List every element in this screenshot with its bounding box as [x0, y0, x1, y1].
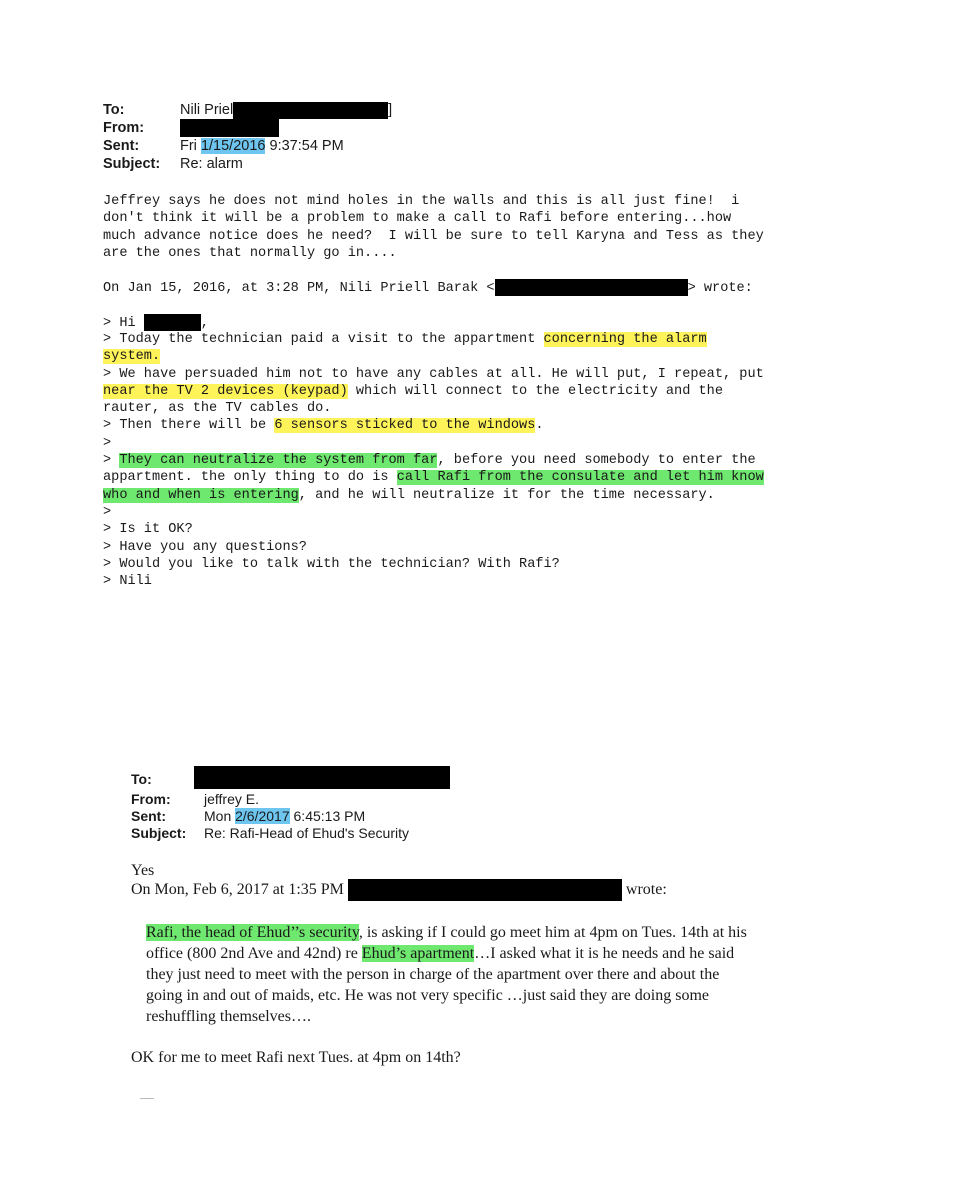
- redaction-bar: [233, 102, 388, 119]
- subject-value: Re: alarm: [180, 156, 243, 172]
- redaction-bar: [194, 766, 450, 789]
- quote-intro: On Jan 15, 2016, at 3:28 PM, Nili Priell Barak < > wrote:: [103, 279, 753, 296]
- to-label: To:: [131, 771, 152, 787]
- quote-line: > Have you any questions?: [103, 539, 307, 555]
- sent-row: [103, 137, 603, 155]
- subject-value: Re: Rafi-Head of Ehud's Security: [204, 825, 409, 841]
- highlight: concerning the alarm: [543, 331, 707, 347]
- quote-line: rauter, as the TV cables do.: [103, 401, 332, 417]
- reply-text: Yes: [131, 862, 155, 879]
- redaction-bar: [144, 314, 201, 331]
- quote-line: > Hi ,: [103, 314, 209, 331]
- message-body: [103, 193, 903, 273]
- email-2: [0, 760, 960, 1120]
- quote-line: > Nili: [103, 574, 152, 590]
- sent-label: Sent:: [131, 808, 166, 824]
- sent-day: Mon: [204, 808, 232, 824]
- quote-intro: On Mon, Feb 6, 2017 at 1:35 PM wrote:: [131, 879, 667, 900]
- to-label: To:: [103, 102, 125, 118]
- from-row: [103, 119, 603, 137]
- quote-line: > Is it OK?: [103, 522, 193, 538]
- to-bracket: ]: [388, 102, 393, 118]
- quote-line: office (800 2nd Ave and 42nd) re Ehud’s apartment…I asked what it is he needs and he said: [146, 945, 735, 962]
- redaction-bar: [495, 279, 688, 296]
- highlight: 6 sensors sticked to the windows: [274, 418, 536, 434]
- quote-line: >: [103, 435, 112, 451]
- message-body: [131, 860, 851, 1120]
- highlight: who and when is entering: [103, 487, 299, 503]
- highlight: They can neutralize the system from far: [119, 453, 438, 468]
- quote-line: > Then there will be 6 sensors sticked to the windows.: [103, 418, 544, 434]
- highlight: Rafi, the head of Ehud’’s security: [146, 924, 359, 941]
- highlight: near the TV 2 devices (keypad): [103, 383, 348, 399]
- redaction-bar: [348, 879, 622, 901]
- divider-mark: [140, 1098, 154, 1099]
- quote-line: > They can neutralize the system from far, before you need somebody to enter the: [103, 453, 756, 468]
- subject-row: [131, 824, 631, 842]
- quote-line: reshuffling themselves….: [146, 1008, 312, 1025]
- body-line: are the ones that normally go in....: [103, 245, 397, 261]
- body-line: don't think it will be a problem to make a call to Rafi before entering...how: [103, 211, 732, 227]
- quote-line: who and when is entering, and he will neutralize it for the time necessary.: [103, 487, 715, 503]
- highlight: Ehud’s apartment: [361, 945, 475, 962]
- quote-line: [103, 348, 160, 365]
- from-label: From:: [131, 791, 171, 807]
- sent-row: [131, 807, 631, 825]
- highlight: call Rafi from the consulate and let him know: [396, 470, 764, 486]
- sent-date: 2/6/2017: [235, 808, 290, 824]
- sent-day: Fri: [180, 138, 197, 154]
- quote-line: Rafi, the head of Ehud’’s security, is asking if I could go meet him at 4pm on Tues. 14th at his: [146, 924, 747, 941]
- quote-line: they just need to meet with the person in charge of the apartment over there and about the: [146, 966, 720, 983]
- quote-line: > Today the technician paid a visit to the appartment concerning the alarm: [103, 331, 707, 347]
- from-label: From:: [103, 120, 145, 136]
- from-value: jeffrey E.: [204, 791, 259, 807]
- subject-row: [103, 155, 603, 173]
- quote-line: going in and out of maids, etc. He was not very specific …just said they are doing some: [146, 987, 709, 1004]
- sent-time: 6:45:13 PM: [293, 808, 366, 824]
- sent-label: Sent:: [103, 138, 140, 154]
- body-line: much advance notice does he need? I will be sure to tell Karyna and Tess as they: [103, 228, 764, 244]
- quote-line: near the TV 2 devices (keypad) which will connect to the electricity and the: [103, 383, 723, 399]
- highlight: system.: [103, 349, 161, 365]
- quote-line: > Would you like to talk with the technician? With Rafi?: [103, 556, 560, 572]
- sent-date: 1/15/2016: [200, 138, 266, 154]
- sent-time: 9:37:54 PM: [269, 138, 344, 154]
- to-row: [131, 770, 631, 792]
- from-row: [131, 790, 631, 808]
- to-value: Nili Priel: [180, 102, 234, 118]
- subject-label: Subject:: [103, 156, 161, 172]
- redaction-bar: [180, 119, 279, 137]
- subject-label: Subject:: [131, 825, 187, 841]
- quote-line: >: [103, 504, 112, 520]
- closing-line: OK for me to meet Rafi next Tues. at 4pm on 14th?: [131, 1049, 461, 1066]
- to-row: [103, 101, 603, 119]
- quote-line: > We have persuaded him not to have any cables at all. He will put, I repeat, put: [103, 366, 764, 382]
- quote-line: appartment. the only thing to do is call Rafi from the consulate and let him know: [103, 470, 764, 486]
- quoted-message: [103, 279, 903, 599]
- body-line: Jeffrey says he does not mind holes in the walls and this is all just fine! i: [103, 194, 740, 209]
